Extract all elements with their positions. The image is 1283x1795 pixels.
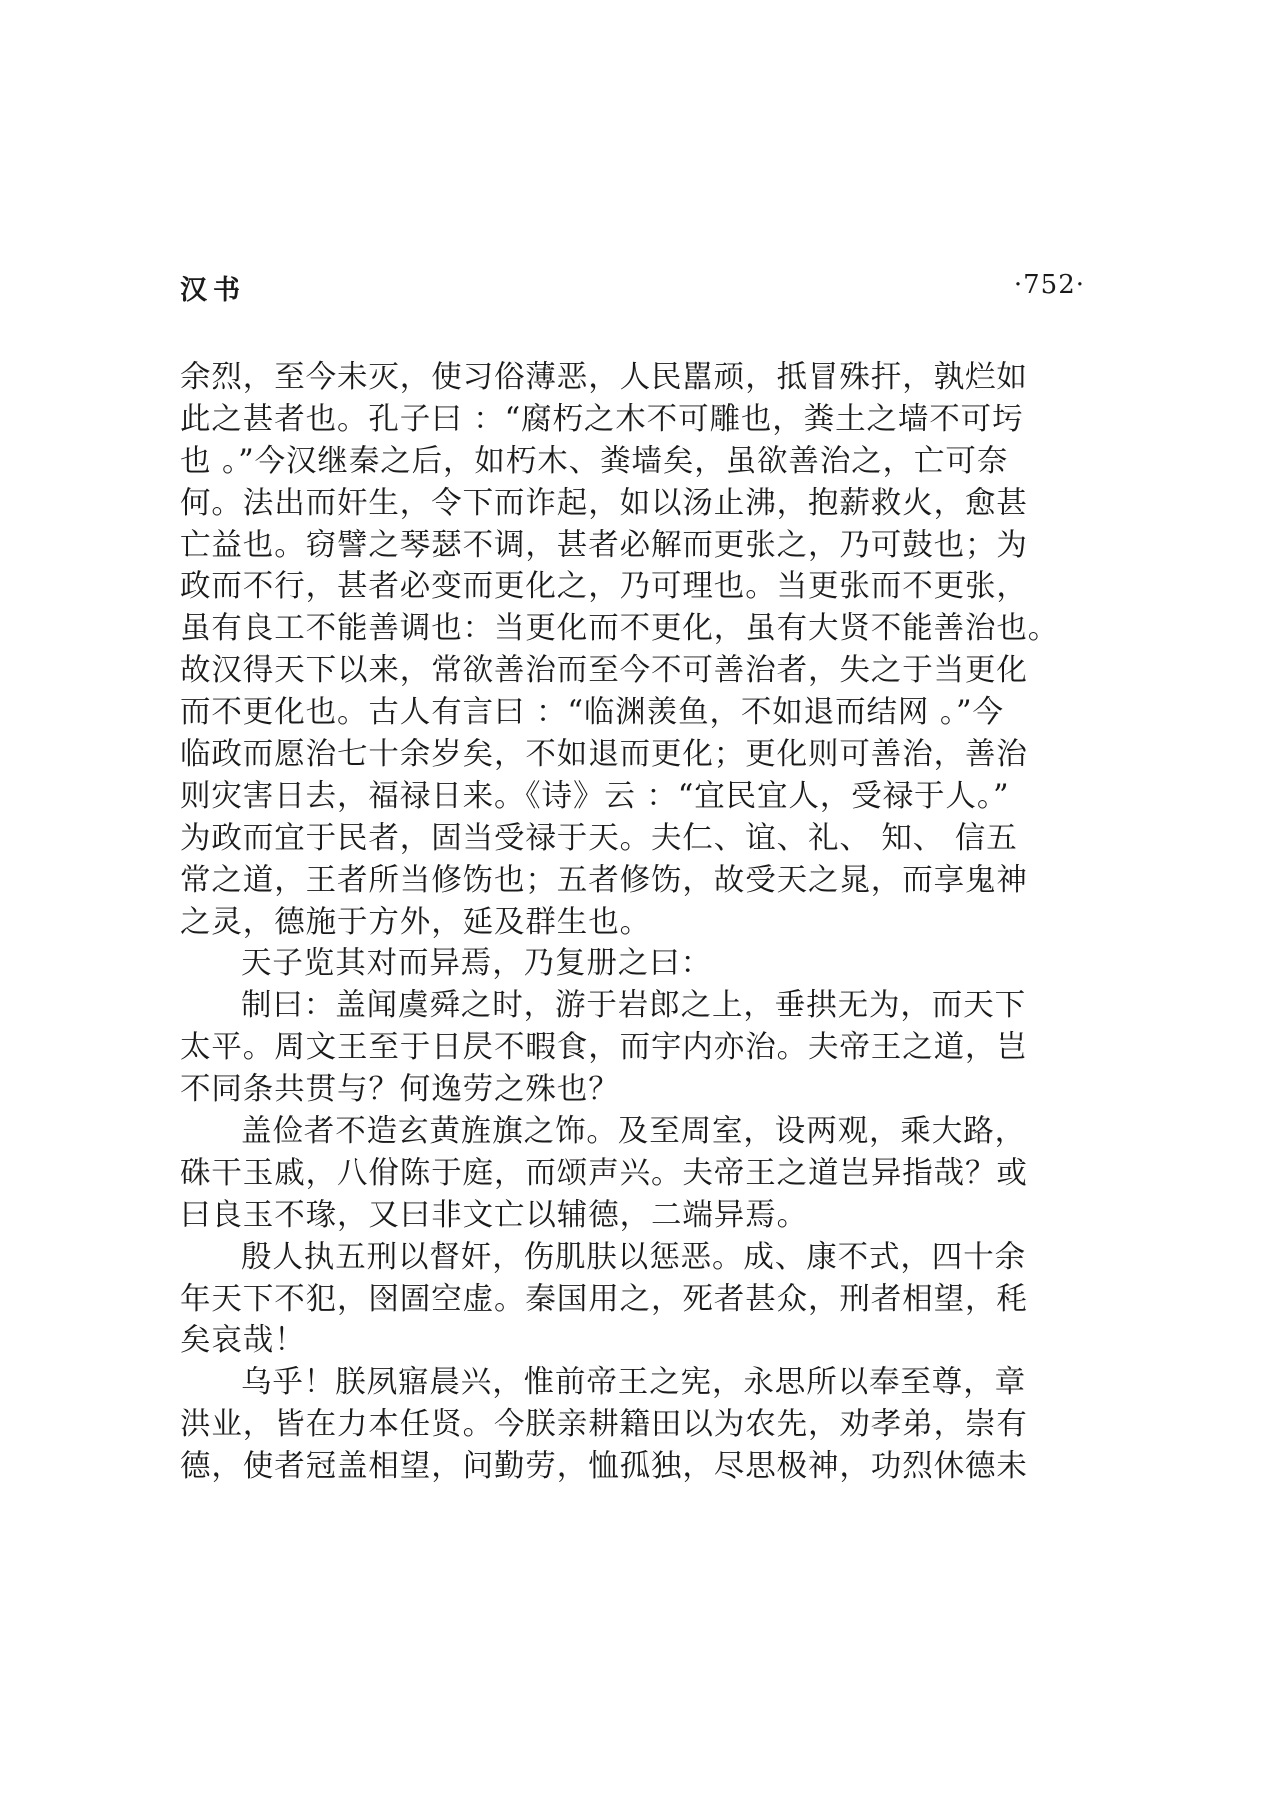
text-line: 为政而宜于民者，固当受禄于天。夫仁、谊、礼、 知、 信五	[180, 820, 1018, 856]
text-line: 德，使者冠盖相望，问勤劳，恤孤独，尽思极神，功烈休德未	[180, 1449, 1028, 1485]
text-line: 临政而愿治七十余岁矣，不如退而更化；更化则可善治，善治	[180, 737, 1028, 773]
book-title: 汉书	[180, 275, 246, 306]
text-line: 年天下不犯，囹圄空虚。秦国用之，死者甚众，刑者相望，秏	[180, 1281, 1028, 1317]
text-line: 而不更化也。古人有言曰 ：“临渊羡鱼，不如退而结网 。”今	[180, 695, 1004, 731]
page-header	[180, 268, 1085, 308]
text-line: 不同条共贯与？何逸劳之殊也？	[180, 1072, 620, 1108]
paragraph-first-line: 制曰：盖闻虞舜之时，游于岩郎之上，垂拱无为，而天下	[241, 988, 1026, 1024]
text-line: 虽有良工不能善调也：当更化而不更化，虽有大贤不能善治也。	[180, 611, 1060, 647]
paragraph-first-line: 殷人执五刑以督奸，伤肌肤以惩恶。成、康不式，四十余	[241, 1239, 1026, 1275]
text-line: 洪业，皆在力本任贤。今朕亲耕籍田以为农先，劝孝弟，崇有	[180, 1407, 1028, 1443]
text-line: 故汉得天下以来，常欲善治而至今不可善治者，失之于当更化	[180, 653, 1028, 689]
paragraph-first-line: 乌乎！朕夙寤晨兴，惟前帝王之宪，永思所以奉至尊，章	[241, 1365, 1026, 1401]
paragraph-first-line: 天子览其对而异焉，乃复册之曰：	[241, 946, 712, 982]
text-line: 政而不行，甚者必变而更化之，乃可理也。当更张而不更张，	[180, 569, 1028, 605]
page-number: ·752·	[1013, 270, 1085, 300]
text-line: 之灵，德施于方外，延及群生也。	[180, 904, 651, 940]
text-line: 矣哀哉！	[180, 1323, 306, 1359]
text-line: 则灾害日去，福禄日来。《诗》云 ：“宜民宜人，受禄于人。”	[180, 778, 1010, 814]
text-line: 硃干玉戚，八佾陈于庭，而颂声兴。夫帝王之道岂异指哉？或	[180, 1155, 1028, 1191]
text-line: 何。法出而奸生，令下而诈起，如以汤止沸，抱薪救火，愈甚	[180, 485, 1028, 521]
text-line: 亡益也。窃譬之琴瑟不调，甚者必解而更张之，乃可鼓也；为	[180, 527, 1028, 563]
text-line: 也 。”今汉继秦之后，如朽木、粪墙矣，虽欲善治之，亡可奈	[180, 443, 1009, 479]
text-line: 曰良玉不瑑，又曰非文亡以辅德，二端异焉。	[180, 1197, 808, 1233]
text-line: 余烈，至今未灭，使习俗薄恶，人民嚚顽，抵冒殊扞，孰烂如	[180, 360, 1028, 395]
text-line: 此之甚者也。孔子曰 ：“腐朽之木不可雕也，粪土之墙不可圬	[180, 401, 1024, 437]
paragraph-first-line: 盖俭者不造玄黄旌旗之饰。及至周室，设两观，乘大路，	[241, 1114, 1026, 1150]
text-line: 太平。周文王至于日昃不暇食，而宇内亦治。夫帝王之道，岂	[180, 1030, 1028, 1066]
body-text	[180, 357, 1085, 1488]
text-line: 常之道，王者所当修饬也；五者修饬，故受天之晁，而享鬼神	[180, 862, 1028, 898]
